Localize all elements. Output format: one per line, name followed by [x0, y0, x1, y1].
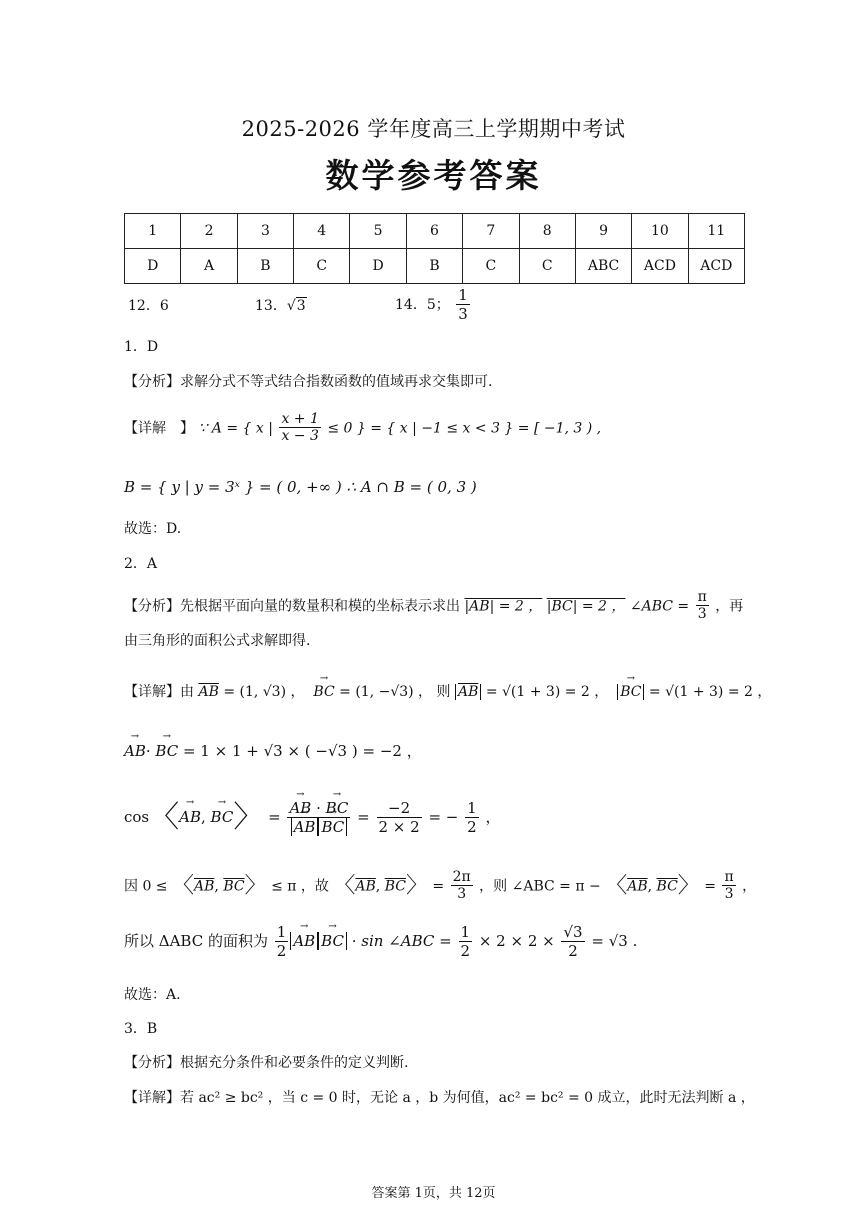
fill-answer-14 — [395, 287, 472, 323]
table-cell: 5 — [350, 214, 406, 249]
since-text-b: ≤ π ，故 — [271, 878, 329, 895]
vector-ab: $\overline{AB}$ — [198, 684, 219, 700]
numerator: x + 1 — [281, 411, 319, 427]
denominator: 2 — [467, 817, 477, 836]
q3-heading: 3．B — [124, 1021, 158, 1037]
table-cell: ACD — [688, 249, 744, 284]
table-cell: 1 — [125, 214, 181, 249]
dot-value: = 1 × 1 + √3 × ( −√3 ) = −2 ， — [182, 742, 422, 760]
q1-analysis: 【分析】求解分式不等式结合指数函数的值域再求交集即可. — [124, 374, 493, 390]
table-cell: 11 — [688, 214, 744, 249]
table-cell: C — [519, 249, 575, 284]
numerator: π — [724, 869, 734, 885]
left-angle: 〈 — [605, 873, 628, 899]
numerator: 1 — [458, 286, 468, 304]
table-cell: D — [125, 249, 181, 284]
cos-label: cos — [124, 807, 150, 826]
numerator: 2π — [452, 869, 471, 885]
vector-bc-value: = (1, −√3) ， — [339, 684, 433, 700]
detail-label: 【详解 】 — [124, 420, 194, 437]
table-cell: 10 — [632, 214, 688, 249]
fraction — [722, 870, 735, 903]
fraction — [459, 924, 473, 960]
table-cell: C — [463, 249, 519, 284]
right-angle: 〉 — [233, 799, 264, 835]
analysis-tail: ，再 — [715, 598, 744, 615]
table-cell: 9 — [575, 214, 631, 249]
q2-dot-product: → AB· → BC = 1 × 1 + √3 × ( −√3 ) = −2 ， — [124, 742, 422, 760]
vector-bc: $\overline{BC}$ — [656, 878, 678, 895]
table-cell: 7 — [463, 214, 519, 249]
mod-bc-expr: → BC — [318, 932, 347, 950]
vector-ab: → AB — [179, 808, 201, 826]
denominator: 2 — [568, 941, 578, 960]
vector-ab: $\overline{AB}$ — [194, 878, 215, 895]
numerator: 1 — [460, 923, 471, 941]
q1-detail — [124, 412, 601, 445]
page-footer: 答案第 1页，共 12页 — [371, 1186, 496, 1201]
vector-ab: $\overline{AB}$ — [627, 878, 648, 895]
area-sin: · sin ∠ABC = — [351, 931, 452, 950]
numerator: −2 — [377, 800, 422, 818]
denominator: 3 — [458, 304, 468, 323]
vector-bc: → BC — [155, 742, 178, 760]
mod-ab: |AB| = 2 ， — [464, 598, 543, 615]
answer-title: 数学参考答案 — [325, 156, 542, 195]
table-cell: 6 — [406, 214, 462, 249]
q2-detail — [124, 684, 771, 701]
denominator: 3 — [724, 886, 734, 903]
answer-row — [125, 249, 745, 284]
detail-label: 【详解】由 — [124, 684, 194, 700]
area-text: 所以 ΔABC 的面积为 — [124, 931, 268, 950]
numerator: 1 — [276, 923, 287, 941]
fill-answer-12: 12．6 — [128, 298, 169, 314]
q2-angle: 因 0 ≤ 〈$\overline{AB}$, $\overline{BC}$〉 ≤ π ，故 〈$\overline{AB}$, $\overline{BC}$〉 = $\frac{2\pi}{3}$ ，则 ∠ABC = π − 〈$\overline{AB}$, $\overline{BC}$〉 = $\frac{\pi}{3}$ ， — [124, 869, 757, 903]
right-angle: 〉 — [244, 873, 267, 899]
q3-detail: 【详解】若 ac² ≥ bc² ，当 c = 0 时，无论 a ，b 为何值，ac² = bc² = 0 成立，此时无法判断 a ， — [124, 1090, 755, 1106]
fraction — [279, 412, 320, 445]
q2-conclusion: 故选：A. — [124, 987, 181, 1003]
mod-ab-expr: → AB — [290, 932, 318, 950]
fraction — [287, 800, 350, 836]
right-angle: 〉 — [677, 873, 700, 899]
q1-conclusion: 故选：D. — [124, 521, 182, 537]
mod-ab-value: = √(1 + 3) = 2 ， — [485, 684, 609, 700]
fill-label: 14．5； — [395, 296, 450, 313]
fraction — [456, 287, 470, 323]
table-cell: C — [294, 249, 350, 284]
since-text-d: ，则 ∠ABC = π − — [479, 878, 601, 895]
denominator: 2 × 2 — [378, 817, 420, 836]
then-text: 则 — [436, 684, 451, 700]
table-cell: ACD — [632, 249, 688, 284]
mod-ab-expr: $\overline{AB}$ — [455, 684, 481, 700]
fraction — [451, 870, 473, 903]
table-cell: 8 — [519, 214, 575, 249]
denominator: 2 — [276, 941, 287, 960]
table-cell: D — [350, 249, 406, 284]
area-mid: × 2 × 2 × — [478, 931, 555, 950]
q2-analysis — [124, 590, 743, 623]
table-cell: B — [237, 249, 293, 284]
since-text: 因 0 ≤ — [124, 878, 168, 895]
denominator: x − 3 — [281, 428, 319, 445]
denominator: 2 — [460, 941, 471, 960]
q2-area — [124, 924, 637, 960]
numerator: π — [697, 589, 707, 605]
fraction — [377, 800, 422, 836]
fraction — [465, 800, 479, 836]
left-angle: 〈 — [149, 799, 180, 835]
vector-ab: $\overline{AB}$ — [355, 878, 376, 895]
fraction — [696, 590, 709, 623]
denominator: → AB → BC — [287, 818, 350, 836]
vector-ab: → AB — [124, 742, 146, 760]
vector-bc: $\overline{BC}$ — [223, 878, 245, 895]
vector-ab-value: = (1, √3) ， — [223, 684, 305, 700]
numerator: → AB · → BC — [287, 800, 350, 818]
mod-bc-expr: → BC — [617, 684, 644, 700]
numerator: √3 — [563, 923, 583, 941]
left-angle: 〈 — [172, 873, 195, 899]
analysis-text: 【分析】先根据平面向量的数量积和模的坐标表示求出 — [124, 598, 460, 615]
vector-bc: $\overline{BC}$ — [384, 878, 406, 895]
q2-analysis-line2: 由三角形的面积公式求解即得. — [124, 633, 311, 649]
vector-bc: → BC — [211, 808, 234, 826]
area-end: = √3 . — [591, 931, 638, 950]
table-cell: 2 — [181, 214, 237, 249]
set-expr-a: ∵ A = { x | — [198, 420, 273, 437]
sqrt-value: 3 — [296, 298, 306, 314]
angle-abc: ∠ABC = — [629, 598, 690, 615]
denominator: 3 — [457, 886, 467, 903]
vector-bc: → BC — [313, 684, 334, 701]
table-cell: A — [181, 249, 237, 284]
exam-title: 2025-2026 学年度高三上学期期中考试 — [241, 117, 626, 141]
answer-table — [124, 213, 745, 284]
numerator: 1 — [467, 799, 477, 817]
fill-answer-13: 13．√3 — [255, 298, 306, 314]
denominator: 3 — [697, 606, 707, 623]
fraction — [561, 924, 584, 960]
fraction — [275, 924, 289, 960]
q1-detail-line2: B = { y | y = 3ˣ } = ( 0, +∞ ) ∴ A ∩ B = ( 0, 3 ) — [124, 478, 477, 496]
left-angle: 〈 — [333, 873, 356, 899]
table-cell: B — [406, 249, 462, 284]
q1-heading: 1．D — [124, 339, 159, 355]
question-number-row — [125, 214, 745, 249]
q3-analysis: 【分析】根据充分条件和必要条件的定义判断. — [124, 1055, 409, 1071]
q2-cosine: cos〈→ AB, → BC〉 = → AB · → BC → AB → BC = $\frac{-2}{2 \times 2}$ = − $\frac{1}{2}$ ， — [124, 800, 500, 836]
right-angle: 〉 — [405, 873, 428, 899]
set-expr-b: ≤ 0 } = { x | −1 ≤ x < 3 } = [ −1, 3 ) , — [327, 420, 602, 437]
fill-label: 13． — [255, 298, 287, 314]
mod-bc: |BC| = 2 ， — [546, 598, 626, 615]
q2-heading: 2．A — [124, 556, 158, 572]
table-cell: 4 — [294, 214, 350, 249]
table-cell: 3 — [237, 214, 293, 249]
mod-bc-value: = √(1 + 3) = 2 ， — [648, 684, 772, 700]
table-cell: ABC — [575, 249, 631, 284]
